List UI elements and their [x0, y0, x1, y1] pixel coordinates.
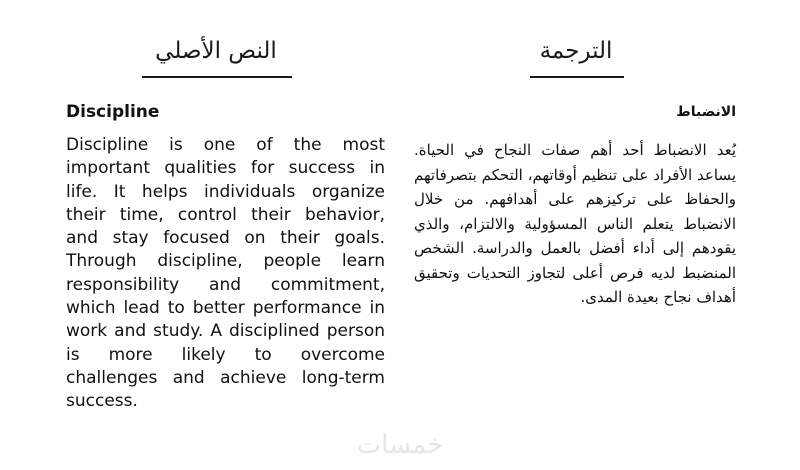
translation-paragraph: يُعد الانضباط أحد أهم صفات النجاح في الحياة. يساعد الأفراد على تنظيم أوقاتهم، التحكم بتصرفاتهم والحفاظ على تركيزهم على أهدافهم. من خلال الانضباط يتعلم الناس المسؤولية والالتزام، والذي يقودهم إلى أداء أفضل بالعمل والدراسة. الشخص المنضبط لديه فرص أعلى لتجاوز التحديات وتحقيق أهداف نجاح بعيدة المدى. [414, 141, 736, 306]
translation-heading: الترجمة [539, 38, 613, 64]
translation-heading-underline [530, 76, 624, 78]
translation-title: الانضباط [676, 104, 736, 120]
original-heading-underline [142, 76, 292, 78]
original-paragraph: Discipline is one of the most important qualities for success in life. It helps individuals organize their time, control their behavior, and stay focused on their goals. Through discipline, people learn responsibility and commitment, which lead to better performance in work and study. A disciplined person is more likely to overcome challenges and achieve long-term success. [66, 135, 385, 412]
watermark-logo: خمسات [356, 430, 444, 460]
original-title: Discipline [66, 102, 160, 122]
original-text-heading: النص الأصلي [155, 38, 277, 64]
